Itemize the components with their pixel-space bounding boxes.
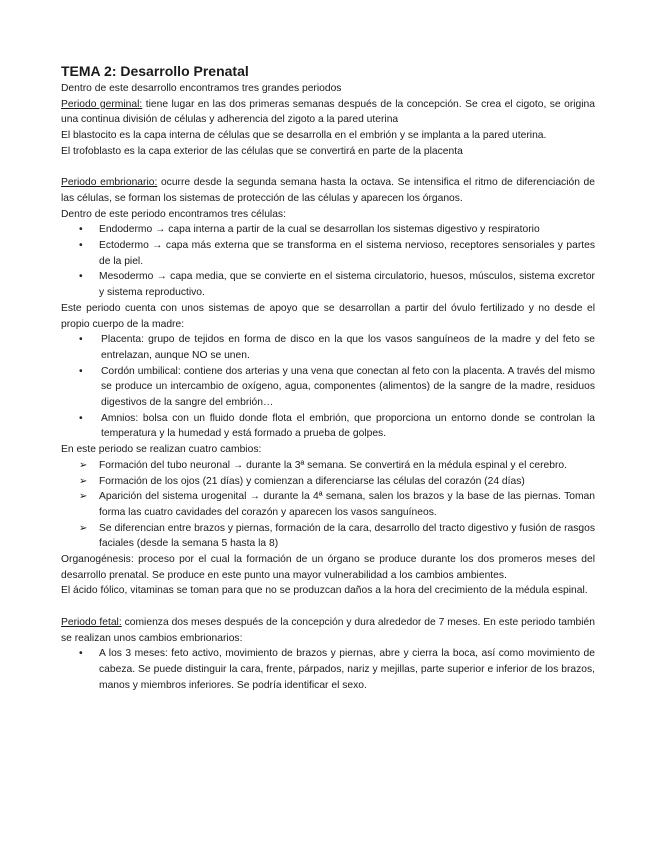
embrionario-text: ocurre desde la segunda semana hasta la octava. Se intensifica el ritmo de diferenciación de las células, se forman los sistemas de protección de las células y aparecen los órganos. (61, 177, 595, 204)
document-title: TEMA 2: Desarrollo Prenatal (61, 63, 249, 79)
blastocito-paragraph: El blastocito es la capa interna de células que se desarrolla en el embrión y se implanta a la pared uterina. (61, 130, 547, 142)
folic-paragraph: El ácido fólico, vitaminas se toman para que no se produzcan daños a la hora del crecimiento de la médula espinal. (61, 585, 588, 597)
changes-intro: En este periodo se realizan cuatro cambios: (61, 444, 262, 456)
cells-list (61, 222, 595, 301)
list-item: • Placenta: grupo de tejidos en forma de disco en la que los vasos sanguíneos de la madre y del feto se entrelazan, aunque NO se unen. (61, 332, 595, 363)
support-list (61, 332, 595, 442)
trofoblasto-paragraph: El trofoblasto es la capa exterior de las células que se convertirá en parte de la placenta (61, 145, 463, 157)
list-item: ➢ Se diferencian entre brazos y piernas, formación de la cara, desarrollo del tracto digestivo y fusión de rasgos faciales (desde la semana 5 hasta la 8) (61, 521, 595, 552)
support-intro: Este periodo cuenta con unos sistemas de apoyo que se desarrollan a partir del óvulo fertilizado y no desde el propio cuerpo de la madre: (61, 302, 595, 330)
list-item: ➢ Aparición del sistema urogenital → durante la 4ª semana, salen los brazos y la base de las piernas. Toman forma las cuatro cavidades del corazón y aparecen los vasos sanguíneos. (61, 489, 595, 520)
document-page (61, 61, 595, 693)
organogenesis-paragraph: Organogénesis: proceso por el cual la formación de un órgano se produce durante los dos promeros meses del desarrollo prenatal. Se produce en este punto una mayor vulnerabilidad a los cambios ambientes. (61, 554, 595, 581)
embrionario-paragraph (61, 175, 595, 206)
list-item: • Amnios: bolsa con un fluido donde flota el embrión, que proporciona un entorno donde se controlan la temperatura y la humedad y está formado a prueba de golpes. (61, 411, 595, 442)
spacer (61, 599, 595, 615)
list-item: ➢ Formación de los ojos (21 días) y comienzan a diferenciarse las células del corazón (24 días) (61, 474, 595, 490)
fetal-list (61, 646, 595, 693)
germinal-text: tiene lugar en las dos primeras semanas después de la concepción. Se crea el cigoto, se origina una continua división de células y adherencia del zigoto a la pared uterina (61, 98, 595, 126)
germinal-paragraph (61, 97, 595, 128)
list-item: • Endodermo → capa interna a partir de la cual se desarrollan los sistemas digestivo y respiratorio (61, 222, 595, 238)
germinal-heading: Periodo germinal: (61, 98, 143, 110)
embrionario-heading: Periodo embrionario: (61, 177, 158, 189)
fetal-text: comienza dos meses después de la concepción y dura alrededor de 7 meses. En este periodo también se realizan unos cambios embrionarios: (61, 616, 595, 644)
list-item: • A los 3 meses: feto activo, movimiento de brazos y piernas, abre y cierra la boca, así como movimiento de cabeza. Se puede distinguir la cara, frente, párpados, nariz y mejillas, parte superior e inferior de los brazos, manos y miembros inferiores. Se podría identificar el sexo. (61, 646, 595, 693)
changes-list (61, 458, 595, 552)
list-item: • Cordón umbilical: contiene dos arterias y una vena que conectan al feto con la placenta. A través del mismo se produce un intercambio de oxígeno, agua, componentes (alimentos) de la sangre de la madre, residuos digestivos de la sangre del embrión… (61, 364, 595, 411)
cells-intro: Dentro de este periodo encontramos tres células: (61, 208, 286, 220)
list-item: • Mesodermo → capa media, que se convierte en el sistema circulatorio, huesos, músculos, sistema excretor y sistema reproductivo. (61, 269, 595, 300)
list-item: ➢ Formación del tubo neuronal → durante la 3ª semana. Se convertirá en la médula espinal y el cerebro. (61, 458, 595, 474)
list-item: • Ectodermo → capa más externa que se transforma en el sistema nervioso, receptores sensoriales y partes de la piel. (61, 238, 595, 269)
fetal-paragraph (61, 615, 595, 646)
fetal-heading: Periodo fetal: (61, 616, 122, 628)
intro-text: Dentro de este desarrollo encontramos tres grandes periodos (61, 83, 342, 94)
spacer (61, 160, 595, 176)
